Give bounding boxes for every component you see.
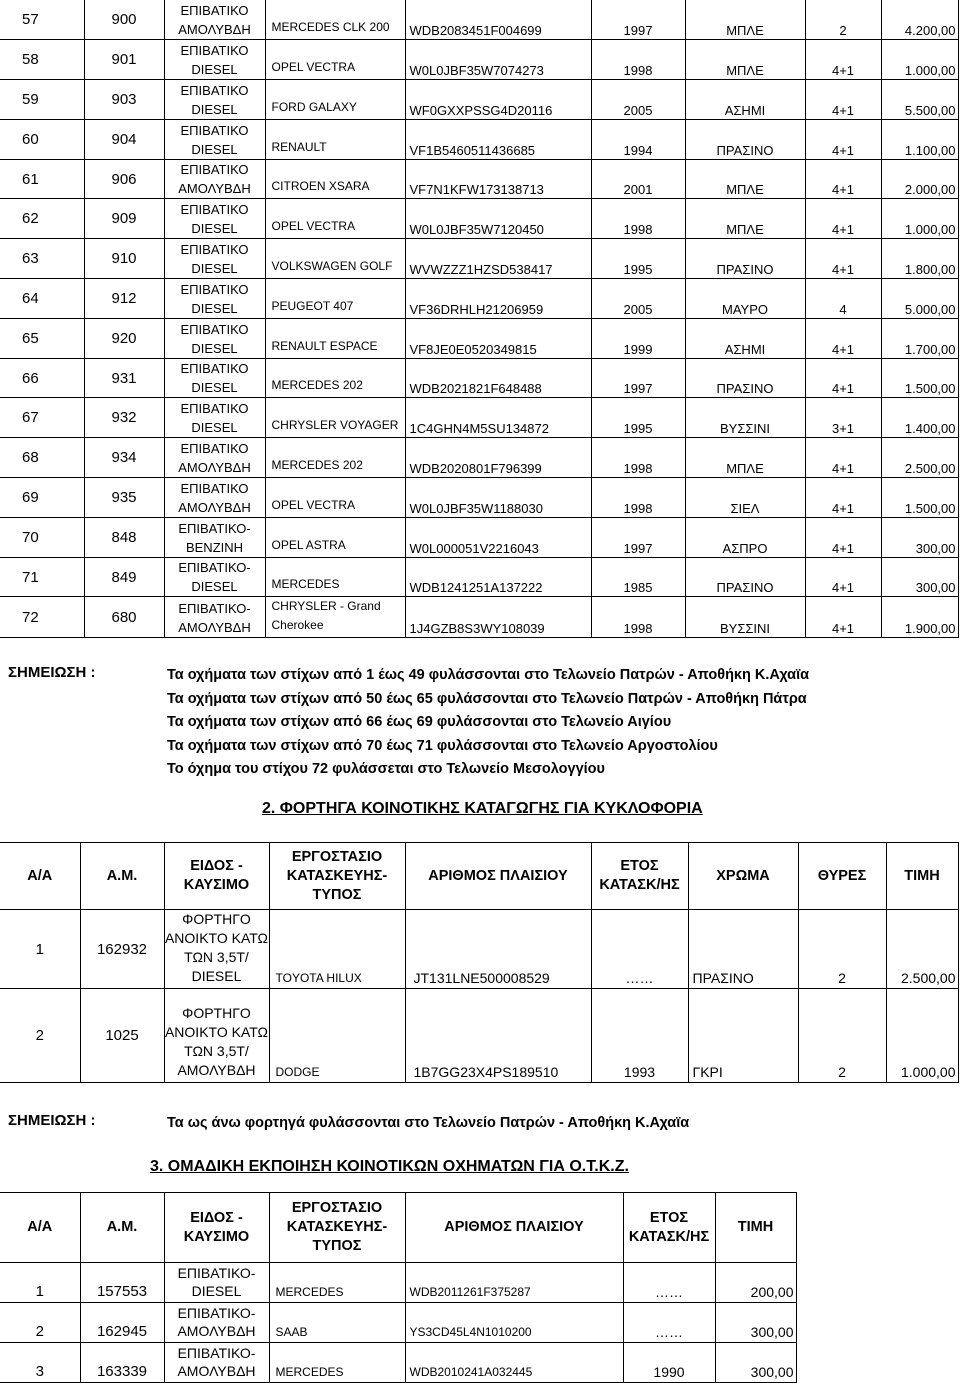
year: …… — [591, 910, 688, 989]
year: 1990 — [623, 1343, 715, 1383]
chassis-number: WDB2083451F004699 — [405, 0, 591, 40]
chassis-number: W0L0JBF35W1188030 — [405, 478, 591, 518]
make-model: OPEL VECTRA — [265, 478, 405, 518]
row-number: 67 — [0, 398, 84, 438]
header-price: ΤΙΜΗ — [886, 843, 958, 910]
chassis-number: 1C4GHN4M5SU134872 — [405, 398, 591, 438]
chassis-number: WDB1241251A137222 — [405, 557, 591, 597]
year: 2005 — [591, 279, 685, 319]
record-number: 680 — [84, 597, 164, 638]
color: ΒΥΣΣΙΝΙ — [685, 398, 805, 438]
color: ΠΡΑΣΙΝΟ — [685, 557, 805, 597]
vehicle-type-fuel — [164, 910, 269, 989]
vehicle-type-fuel — [164, 159, 265, 199]
make-model: CHRYSLER VOYAGER — [265, 398, 405, 438]
row-number: 61 — [0, 159, 84, 199]
doors: 4+1 — [805, 358, 881, 398]
doors: 4+1 — [805, 597, 881, 638]
record-number: 157553 — [80, 1263, 164, 1303]
vehicle-type-fuel — [164, 989, 269, 1083]
fuel-type: ΑΜΟΛΥΒΔΗ — [178, 22, 251, 38]
chassis-number: WF0GXXPSSG4D20116 — [405, 80, 591, 120]
header-color: ΧΡΩΜΑ — [688, 843, 798, 910]
record-number: 935 — [84, 478, 164, 518]
vehicle-type-fuel — [164, 398, 265, 438]
make-model: RENAULT ESPACE — [265, 318, 405, 358]
fuel-type: ΑΜΟΛΥΒΔΗ — [178, 620, 251, 636]
vehicle-type: ΕΠΙΒΑΤΙΚΟ- — [178, 601, 251, 617]
vehicles-table — [0, 0, 959, 638]
header-am: Α.Μ. — [80, 843, 164, 910]
row-number: 72 — [0, 597, 84, 638]
color: ΜΠΛΕ — [685, 40, 805, 80]
price: 200,00 — [715, 1263, 796, 1303]
make-model: FORD GALAXY — [265, 80, 405, 120]
make-model: MERCEDES — [265, 557, 405, 597]
record-number: 931 — [84, 358, 164, 398]
table-row — [0, 597, 958, 638]
vehicle-type: ΕΠΙΒΑΤΙΚΟ — [180, 242, 249, 258]
year: 1997 — [591, 0, 685, 40]
fuel-type: ΑΜΟΛΥΒΔΗ — [178, 499, 251, 515]
vehicle-type-fuel — [164, 239, 265, 279]
year: 1994 — [591, 119, 685, 159]
vehicle-type: ΦΟΡΤΗΓΟ ΑΝΟΙΚΤΟ ΚΑΤΩ ΤΩΝ 3,5Τ/ — [164, 911, 269, 965]
row-number: 2 — [0, 989, 80, 1083]
year: 1985 — [591, 557, 685, 597]
vehicle-type: ΕΠΙΒΑΤΙΚΟ — [180, 43, 249, 59]
record-number: 900 — [84, 0, 164, 40]
year: 1998 — [591, 438, 685, 478]
header-price: ΤΙΜΗ — [715, 1193, 796, 1263]
year: 1998 — [591, 199, 685, 239]
section-2-title: 2. ΦΟΡΤΗΓΑ ΚΟΙΝΟΤΙΚΗΣ ΚΑΤΑΓΩΓΗΣ ΓΙΑ ΚΥΚΛΟΦΟΡΙΑ — [262, 800, 703, 817]
section-3-title: 3. ΟΜΑΔΙΚΗ ΕΚΠΟΙΗΣΗ ΚΟΙΝΟΤΙΚΩΝ ΟΧΗΜΑΤΩΝ ΓΙΑ Ο.Τ.Κ.Ζ. — [150, 1158, 629, 1175]
chassis-number: VF36DRHLH21206959 — [405, 279, 591, 319]
row-number: 64 — [0, 279, 84, 319]
vehicle-type-fuel — [164, 438, 265, 478]
note-label: ΣΗΜΕΙΩΣΗ : — [8, 1112, 96, 1129]
price: 300,00 — [881, 557, 958, 597]
make-model: TOYOTA HILUX — [269, 910, 405, 989]
table-row — [0, 40, 958, 80]
vehicle-type: ΕΠΙΒΑΤΙΚΟ — [180, 82, 249, 98]
price: 300,00 — [715, 1303, 796, 1343]
doors: 4+1 — [805, 199, 881, 239]
color: ΜΠΛΕ — [685, 199, 805, 239]
doors: 4 — [805, 279, 881, 319]
year: …… — [623, 1303, 715, 1343]
record-number: 912 — [84, 279, 164, 319]
header-vin: ΑΡΙΘΜΟΣ ΠΛΑΙΣΙΟΥ — [405, 1193, 623, 1263]
record-number: 932 — [84, 398, 164, 438]
note-label: ΣΗΜΕΙΩΣΗ : — [8, 664, 96, 681]
chassis-number: WVWZZZ1HZSD538417 — [405, 239, 591, 279]
vehicle-type-fuel — [164, 1343, 269, 1383]
vehicle-type-fuel — [164, 80, 265, 120]
vehicle-type: ΕΠΙΒΑΤΙΚΟ- — [178, 560, 251, 576]
record-number: 920 — [84, 318, 164, 358]
doors: 4+1 — [805, 119, 881, 159]
table-row — [0, 358, 958, 398]
price: 2.500,00 — [886, 910, 958, 989]
row-number: 66 — [0, 358, 84, 398]
row-number: 62 — [0, 199, 84, 239]
record-number: 162945 — [80, 1303, 164, 1343]
make-model: OPEL ASTRA — [265, 517, 405, 557]
header-vin: ΑΡΙΘΜΟΣ ΠΛΑΙΣΙΟΥ — [405, 843, 591, 910]
price: 1.400,00 — [881, 398, 958, 438]
vehicle-type: ΕΠΙΒΑΤΙΚΟ — [180, 361, 249, 377]
vehicle-type: ΕΠΙΒΑΤΙΚΟ — [180, 122, 249, 138]
price: 1.500,00 — [881, 358, 958, 398]
make-model: SAAB — [269, 1303, 405, 1343]
vehicle-type: ΕΠΙΒΑΤΙΚΟ- — [177, 1305, 256, 1321]
price: 300,00 — [881, 517, 958, 557]
fuel-type: DIESEL — [191, 420, 238, 436]
table-row — [0, 1263, 796, 1303]
fuel-type: DIESEL — [191, 579, 238, 595]
chassis-number: JT131LNE500008529 — [405, 910, 591, 989]
doors: 4+1 — [805, 318, 881, 358]
year: 1997 — [591, 358, 685, 398]
record-number: 909 — [84, 199, 164, 239]
fuel-type: DIESEL — [191, 380, 238, 396]
vehicle-type-fuel — [164, 1263, 269, 1303]
color: ΜΠΛΕ — [685, 159, 805, 199]
vehicle-type-fuel — [164, 358, 265, 398]
price: 1.500,00 — [881, 478, 958, 518]
vehicle-type-fuel — [164, 199, 265, 239]
fuel-type: DIESEL — [191, 62, 238, 78]
table-row — [0, 239, 958, 279]
color: ΜΠΛΕ — [685, 0, 805, 40]
fuel-type: DIESEL — [191, 1283, 242, 1299]
price: 1.900,00 — [881, 597, 958, 638]
color: ΒΥΣΣΙΝΙ — [685, 597, 805, 638]
record-number: 1025 — [80, 989, 164, 1083]
fuel-type: DIESEL — [191, 101, 238, 117]
make-model: DODGE — [269, 989, 405, 1083]
storage-note — [167, 664, 809, 782]
color: ΠΡΑΣΙΝΟ — [685, 358, 805, 398]
row-number: 3 — [0, 1343, 80, 1383]
table-row — [0, 318, 958, 358]
row-number: 58 — [0, 40, 84, 80]
chassis-number: W0L0JBF35W7120450 — [405, 199, 591, 239]
record-number: 162932 — [80, 910, 164, 989]
storage-note — [167, 1112, 689, 1136]
vehicle-type-fuel — [164, 478, 265, 518]
header-year: ΕΤΟΣ ΚΑΤΑΣΚ/ΗΣ — [591, 843, 688, 910]
trucks-table — [0, 842, 959, 1083]
color: ΑΣΗΜΙ — [685, 318, 805, 358]
make-model: OPEL VECTRA — [265, 40, 405, 80]
year: 1998 — [591, 597, 685, 638]
make-model: MERCEDES — [269, 1263, 405, 1303]
chassis-number: WDB2011261F375287 — [405, 1263, 623, 1303]
doors: 2 — [805, 0, 881, 40]
doors: 4+1 — [805, 478, 881, 518]
color: ΠΡΑΣΙΝΟ — [688, 910, 798, 989]
row-number: 70 — [0, 517, 84, 557]
color: ΣΙΕΛ — [685, 478, 805, 518]
table-row — [0, 557, 958, 597]
price: 1.000,00 — [886, 989, 958, 1083]
table-row — [0, 517, 958, 557]
fuel-type: DIESEL — [191, 968, 242, 984]
row-number: 1 — [0, 910, 80, 989]
year: 1998 — [591, 40, 685, 80]
make-line: Cherokee — [271, 618, 324, 633]
note-line: Τα οχήματα των στίχων από 66 έως 69 φυλάσσονται στο Τελωνείο Αιγίου — [167, 714, 672, 731]
note-line: Τα οχήματα των στίχων από 50 έως 65 φυλάσσονται στο Τελωνείο Πατρών - Αποθήκη Πάτρα — [167, 690, 807, 707]
make-model: OPEL VECTRA — [265, 199, 405, 239]
table-row — [0, 478, 958, 518]
price: 1.700,00 — [881, 318, 958, 358]
header-year: ΕΤΟΣ ΚΑΤΑΣΚ/ΗΣ — [623, 1193, 715, 1263]
price: 1.000,00 — [881, 40, 958, 80]
row-number: 71 — [0, 557, 84, 597]
fuel-type: ΑΜΟΛΥΒΔΗ — [178, 181, 251, 197]
table-header — [0, 843, 958, 910]
vehicle-type: ΕΠΙΒΑΤΙΚΟ — [180, 441, 249, 457]
record-number: 848 — [84, 517, 164, 557]
table-row — [0, 989, 958, 1083]
color: ΑΣΗΜΙ — [685, 80, 805, 120]
make-model: MERCEDES 202 — [265, 358, 405, 398]
year: 2001 — [591, 159, 685, 199]
header-fuel: ΕΙΔΟΣ - ΚΑΥΣΙΜΟ — [164, 1193, 269, 1263]
price: 1.800,00 — [881, 239, 958, 279]
year: 1993 — [591, 989, 688, 1083]
record-number: 904 — [84, 119, 164, 159]
doors: 2 — [798, 910, 886, 989]
color: ΑΣΠΡΟ — [685, 517, 805, 557]
make-model: CITROEN XSARA — [265, 159, 405, 199]
make-model: RENAULT — [265, 119, 405, 159]
table-row — [0, 159, 958, 199]
fuel-type: DIESEL — [191, 141, 238, 157]
vehicle-type-fuel — [164, 517, 265, 557]
color: ΜΑΥΡΟ — [685, 279, 805, 319]
chassis-number: 1B7GG23X4PS189510 — [405, 989, 591, 1083]
vehicle-type: ΕΠΙΒΑΤΙΚΟ — [180, 162, 249, 178]
price: 1.000,00 — [881, 199, 958, 239]
row-number: 60 — [0, 119, 84, 159]
record-number: 910 — [84, 239, 164, 279]
color: ΠΡΑΣΙΝΟ — [685, 119, 805, 159]
record-number: 934 — [84, 438, 164, 478]
doors: 4+1 — [805, 239, 881, 279]
price: 5.500,00 — [881, 80, 958, 120]
vehicle-type: ΕΠΙΒΑΤΙΚΟ — [180, 321, 249, 337]
year: 1997 — [591, 517, 685, 557]
fuel-type: DIESEL — [191, 221, 238, 237]
row-number: 2 — [0, 1303, 80, 1343]
chassis-number: VF1B5460511436685 — [405, 119, 591, 159]
header-make: ΕΡΓΟΣΤΑΣΙΟ ΚΑΤΑΣΚΕΥΗΣ- ΤΥΠΟΣ — [269, 843, 405, 910]
chassis-number: 1J4GZB8S3WY108039 — [405, 597, 591, 638]
year: 1995 — [591, 239, 685, 279]
year: 1995 — [591, 398, 685, 438]
chassis-number: YS3CD45L4N1010200 — [405, 1303, 623, 1343]
table-row — [0, 910, 958, 989]
note-line: Τα οχήματα των στίχων από 1 έως 49 φυλάσσονται στο Τελωνείο Πατρών - Αποθήκη Κ.Αχαϊα — [167, 667, 810, 683]
vehicle-type: ΕΠΙΒΑΤΙΚΟ — [180, 202, 249, 218]
record-number: 901 — [84, 40, 164, 80]
note-line: Το όχημα του στίχου 72 φυλάσσεται στο Τελωνείο Μεσολογγίου — [167, 761, 605, 778]
price: 2.000,00 — [881, 159, 958, 199]
header-aa: Α/Α — [0, 1193, 80, 1263]
header-doors: ΘΥΡΕΣ — [798, 843, 886, 910]
fuel-type: ΑΜΟΛΥΒΔΗ — [177, 1062, 256, 1078]
price: 1.100,00 — [881, 119, 958, 159]
vehicle-type-fuel — [164, 279, 265, 319]
make-line: CHRYSLER - Grand — [271, 599, 381, 614]
header-am: Α.Μ. — [80, 1193, 164, 1263]
table-row — [0, 279, 958, 319]
price: 300,00 — [715, 1343, 796, 1383]
color: ΓΚΡΙ — [688, 989, 798, 1083]
chassis-number: WDB2021821F648488 — [405, 358, 591, 398]
vehicle-type: ΕΠΙΒΑΤΙΚΟ- — [177, 1345, 256, 1361]
table-row — [0, 0, 958, 40]
make-model: MERCEDES CLK 200 — [265, 0, 405, 40]
fuel-type: ΑΜΟΛΥΒΔΗ — [178, 460, 251, 476]
row-number: 63 — [0, 239, 84, 279]
row-number: 1 — [0, 1263, 80, 1303]
fuel-type: DIESEL — [191, 300, 238, 316]
chassis-number: WDB2020801F796399 — [405, 438, 591, 478]
note-line: Τα οχήματα των στίχων από 70 έως 71 φυλάσσονται στο Τελωνείο Αργοστολίου — [167, 737, 718, 754]
fuel-type: ΒΕΝΖΙΝΗ — [185, 539, 244, 555]
chassis-number: WDB2010241A032445 — [405, 1343, 623, 1383]
table-row — [0, 199, 958, 239]
record-number: 906 — [84, 159, 164, 199]
color: ΠΡΑΣΙΝΟ — [685, 239, 805, 279]
doors: 4+1 — [805, 557, 881, 597]
make-model: PEUGEOT 407 — [265, 279, 405, 319]
vehicle-type: ΕΠΙΒΑΤΙΚΟ — [180, 480, 249, 496]
record-number: 849 — [84, 557, 164, 597]
year: 1998 — [591, 478, 685, 518]
row-number: 68 — [0, 438, 84, 478]
year: …… — [623, 1263, 715, 1303]
vehicle-type: ΕΠΙΒΑΤΙΚΟ- — [177, 1265, 256, 1281]
row-number: 69 — [0, 478, 84, 518]
color: ΜΠΛΕ — [685, 438, 805, 478]
table-row — [0, 398, 958, 438]
row-number: 65 — [0, 318, 84, 358]
fuel-type: ΑΜΟΛΥΒΔΗ — [177, 1323, 256, 1339]
record-number: 903 — [84, 80, 164, 120]
year: 2005 — [591, 80, 685, 120]
doors: 4+1 — [805, 80, 881, 120]
row-number: 59 — [0, 80, 84, 120]
vehicle-type-fuel — [164, 557, 265, 597]
vehicle-type-fuel — [164, 119, 265, 159]
note-line: Τα ως άνω φορτηγά φυλάσσονται στο Τελωνείο Πατρών - Αποθήκη Κ.Αχαϊα — [167, 1115, 690, 1131]
price: 5.000,00 — [881, 279, 958, 319]
vehicle-type-fuel — [164, 597, 265, 638]
year: 1999 — [591, 318, 685, 358]
doors: 3+1 — [805, 398, 881, 438]
table-row — [0, 1343, 796, 1383]
group-sale-table — [0, 1192, 797, 1383]
table-row — [0, 438, 958, 478]
record-number: 163339 — [80, 1343, 164, 1383]
vehicle-type-fuel — [164, 0, 265, 40]
make-model: MERCEDES 202 — [265, 438, 405, 478]
make-model: MERCEDES — [269, 1343, 405, 1383]
header-aa: Α/Α — [0, 843, 80, 910]
chassis-number: VF7N1KFW173138713 — [405, 159, 591, 199]
price: 2.500,00 — [881, 438, 958, 478]
table-header — [0, 1193, 796, 1263]
chassis-number: W0L0JBF35W7074273 — [405, 40, 591, 80]
price: 4.200,00 — [881, 0, 958, 40]
fuel-type: DIESEL — [191, 340, 238, 356]
vehicle-type: ΕΠΙΒΑΤΙΚΟ — [180, 3, 249, 19]
vehicle-type: ΦΟΡΤΗΓΟ ΑΝΟΙΚΤΟ ΚΑΤΩ ΤΩΝ 3,5Τ/ — [164, 1005, 269, 1059]
table-row — [0, 119, 958, 159]
vehicle-type: ΕΠΙΒΑΤΙΚΟ- — [178, 520, 251, 536]
doors: 4+1 — [805, 517, 881, 557]
table-row — [0, 80, 958, 120]
make-model — [265, 597, 405, 638]
vehicle-type-fuel — [164, 40, 265, 80]
vehicle-type: ΕΠΙΒΑΤΙΚΟ — [180, 281, 249, 297]
table-row — [0, 1303, 796, 1343]
doors: 2 — [798, 989, 886, 1083]
vehicle-type-fuel — [164, 318, 265, 358]
vehicle-type: ΕΠΙΒΑΤΙΚΟ — [180, 401, 249, 417]
doors: 4+1 — [805, 40, 881, 80]
header-fuel: ΕΙΔΟΣ - ΚΑΥΣΙΜΟ — [164, 843, 269, 910]
fuel-type: ΑΜΟΛΥΒΔΗ — [177, 1363, 256, 1379]
header-make: ΕΡΓΟΣΤΑΣΙΟ ΚΑΤΑΣΚΕΥΗΣ- ΤΥΠΟΣ — [269, 1193, 405, 1263]
chassis-number: VF8JE0E0520349815 — [405, 318, 591, 358]
make-model: VOLKSWAGEN GOLF — [265, 239, 405, 279]
fuel-type: DIESEL — [191, 261, 238, 277]
chassis-number: W0L000051V2216043 — [405, 517, 591, 557]
vehicle-type-fuel — [164, 1303, 269, 1343]
doors: 4+1 — [805, 159, 881, 199]
doors: 4+1 — [805, 438, 881, 478]
row-number: 57 — [0, 0, 84, 40]
